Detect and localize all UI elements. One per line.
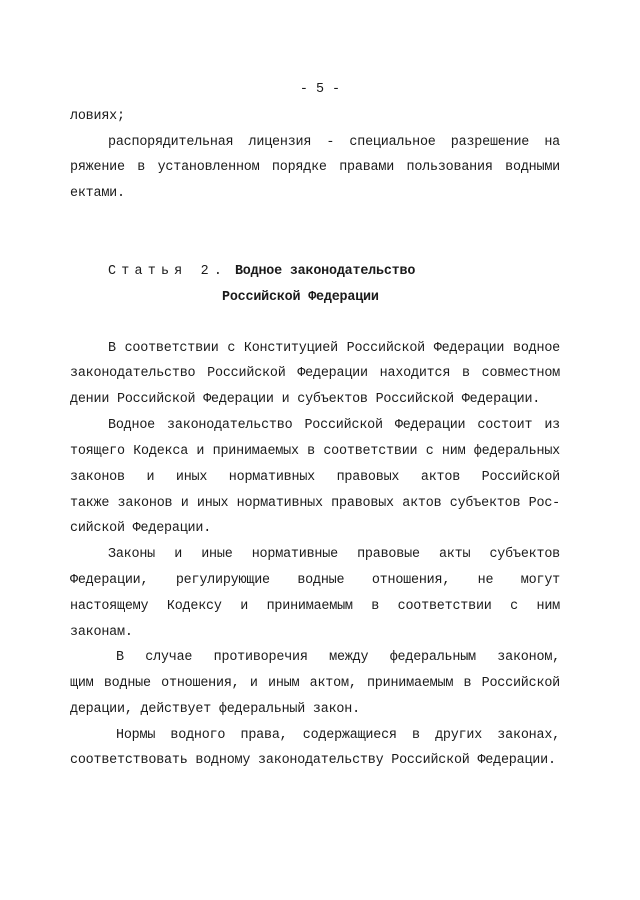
paragraph-line: Федерации, регулирующие водные отношения, не могут xyxy=(70,573,560,588)
paragraph-line: Нормы водного права, содержащиеся в других законах, xyxy=(116,728,560,743)
page-number: - 5 - xyxy=(299,82,341,97)
paragraph-line: тоящего Кодекса и принимаемых в соответствии с ним федеральных xyxy=(70,444,560,459)
article-title-line2: Российской Федерации xyxy=(222,290,379,305)
paragraph-line: Водное законодательство Российской Федерации состоит из xyxy=(108,418,560,433)
intro-line: распорядительная лицензия - специальное разрешение на xyxy=(108,135,560,150)
intro-line: ряжение в установленном порядке правами пользования водными xyxy=(70,160,560,175)
article-heading xyxy=(108,263,598,281)
intro-line: ловиях; xyxy=(70,109,125,124)
paragraph-line: щим водные отношения, и иным актом, принимаемым в Российской xyxy=(70,676,560,691)
paragraph-line: В случае противоречия между федеральным законом, xyxy=(116,650,560,665)
article-label: Статья 2. xyxy=(108,264,228,279)
paragraph-line: законов и иных нормативных правовых актов Российской xyxy=(70,470,560,485)
paragraph-line: дении Российской Федерации и субъектов Российской Федерации. xyxy=(70,392,541,407)
paragraph-line: также законов и иных нормативных правовых актов субъектов Рос- xyxy=(70,496,560,511)
intro-line: ектами. xyxy=(70,186,125,201)
paragraph-line: настоящему Кодексу и принимаемым в соответствии с ним xyxy=(70,599,560,614)
paragraph-line: законам. xyxy=(70,625,133,640)
article-title-line1: Водное законодательство xyxy=(234,264,416,279)
paragraph-line: законодательство Российской Федерации находится в совместном xyxy=(70,366,560,381)
paragraph-line: соответствовать водному законодательству Российской Федерации. xyxy=(70,753,556,768)
paragraph-line: сийской Федерации. xyxy=(70,521,212,536)
paragraph-line: Законы и иные нормативные правовые акты субъектов xyxy=(108,547,560,562)
paragraph-line: дерации, действует федеральный закон. xyxy=(70,702,360,717)
paragraph-line: В соответствии с Конституцией Российской Федерации водное xyxy=(108,341,560,356)
